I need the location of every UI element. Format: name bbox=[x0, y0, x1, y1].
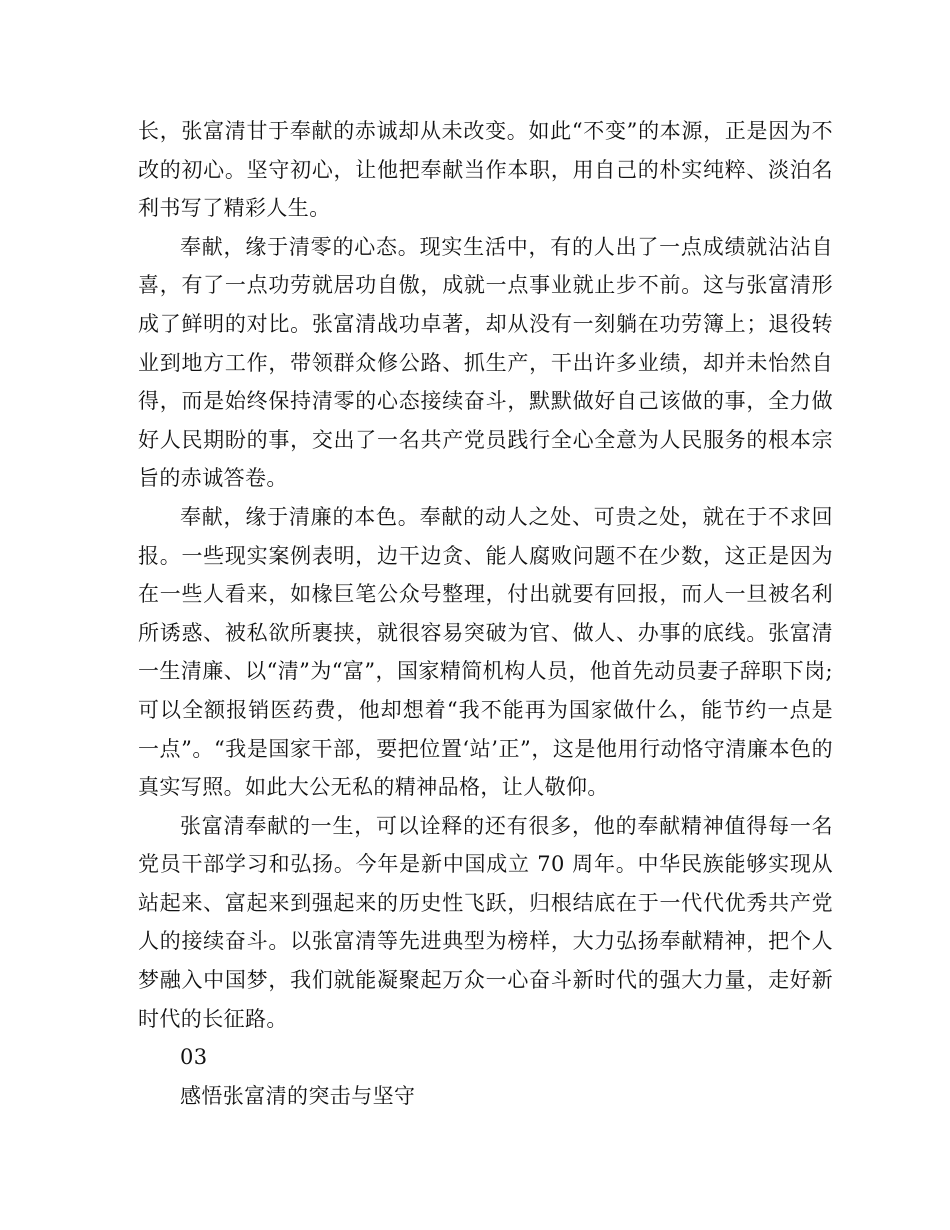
body-paragraph-conclusion: 张富清奉献的一生，可以诠释的还有很多，他的奉献精神值得每一名党员干部学习和弘扬。今年是新中国成立 70 周年。中华民族能够实现从站起来、富起来到强起来的历史性飞跃，归根结底在于一代代优秀共产党人的接续奋斗。以张富清等先进典型为榜样，大力弘扬奉献精神，把个人梦融入中国梦，我们就能凝聚起万众一心奋斗新时代的强大力量，走好新时代的长征路。 bbox=[138, 813, 833, 1031]
body-paragraph-dedication-mindset: 奉献，缘于清零的心态。现实生活中，有的人出了一点成绩就沾沾自喜，有了一点功劳就居功自傲，成就一点事业就止步不前。这与张富清形成了鲜明的对比。张富清战功卓著，却从没有一刻躺在功劳簿上；退役转业到地方工作，带领群众修公路、抓生产，干出许多业绩，却并未怡然自得，而是始终保持清零的心态接续奋斗，默默做好自己该做的事，全力做好人民期盼的事，交出了一名共产党员践行全心全意为人民服务的根本宗旨的赤诚答卷。 bbox=[138, 234, 833, 491]
body-paragraph-continuation: 长，张富清甘于奉献的赤诚却从未改变。如此“不变”的本源，正是因为不改的初心。坚守初心，让他把奉献当作本职，用自己的朴实纯粹、淡泊名利书写了精彩人生。 bbox=[138, 119, 833, 221]
section-title: 感悟张富清的突击与坚守 bbox=[180, 1083, 416, 1108]
document-body bbox=[138, 112, 833, 1115]
body-paragraph-dedication-integrity: 奉献，缘于清廉的本色。奉献的动人之处、可贵之处，就在于不求回报。一些现实案例表明，边干边贪、能人腐败问题不在少数，这正是因为在一些人看来，如椽巨笔公众号整理，付出就要有回报，而人一旦被名利所诱惑、被私欲所裹挟，就很容易突破为官、做人、办事的底线。张富清一生清廉、以“清”为“富”，国家精简机构人员，他首先动员妻子辞职下岗;可以全额报销医药费，他却想着“我不能再为国家做什么，能节约一点是一点”。“我是国家干部，要把位置‘站’正”，这是他用行动恪守清廉本色的真实写照。如此大公无私的精神品格，让人敬仰。 bbox=[138, 504, 833, 800]
section-number: 03 bbox=[180, 1045, 208, 1070]
